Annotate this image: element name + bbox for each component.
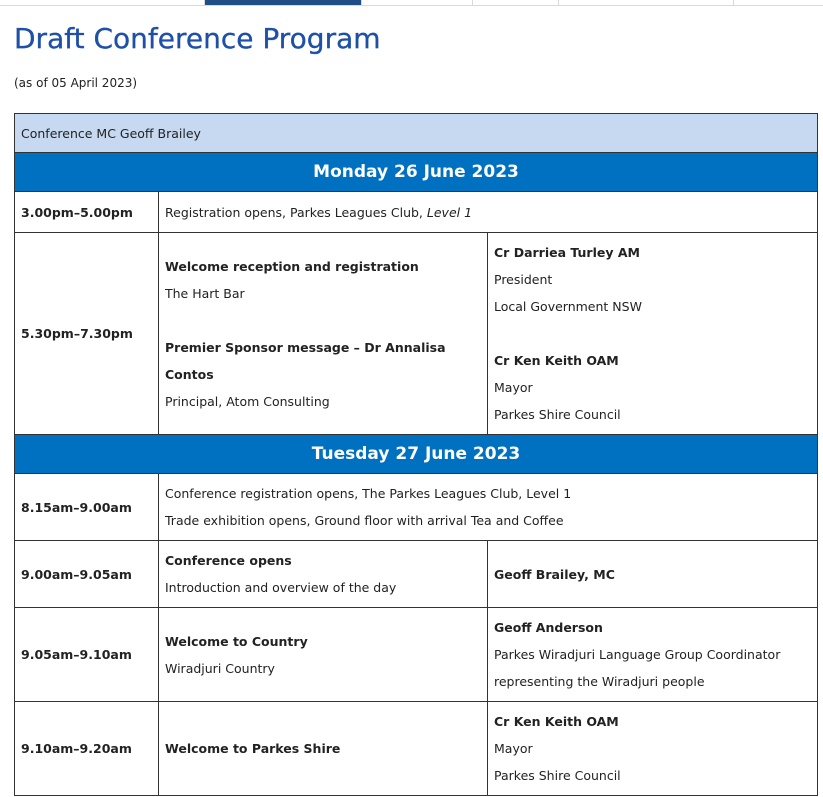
- session-subtitle: Wiradjuri Country: [165, 660, 275, 676]
- session-row: [15, 702, 818, 796]
- session-time: 9.00am–9.05am: [15, 541, 159, 608]
- session-row: [15, 192, 818, 233]
- session-detail: [159, 233, 488, 435]
- as-of-date: (as of 05 April 2023): [14, 76, 138, 90]
- speaker-cell: [488, 541, 818, 608]
- speaker-role: Mayor: [494, 741, 533, 756]
- session-title: Conference opens: [165, 553, 292, 568]
- session-row: [15, 541, 818, 608]
- day-heading-tuesday: Tuesday 27 June 2023: [15, 435, 818, 474]
- session-subtitle: The Hart Bar: [165, 285, 245, 301]
- speaker-name: Geoff Anderson: [494, 620, 603, 635]
- session-location-italic: Level 1: [426, 204, 473, 220]
- session-title: Welcome reception and registration: [165, 258, 419, 274]
- program-table: [14, 113, 818, 796]
- session-row: [15, 608, 818, 702]
- page-title: Draft Conference Program: [14, 22, 381, 55]
- speaker-role: President: [494, 272, 553, 287]
- session-line: Trade exhibition opens, Ground floor with arrival Tea and Coffee: [165, 513, 564, 528]
- speaker-name: Geoff Brailey, MC: [494, 566, 615, 582]
- speaker-name: Cr Darriea Turley AM: [494, 245, 640, 260]
- speaker-org: Parkes Shire Council: [494, 407, 621, 422]
- session-title: Welcome to Parkes Shire: [165, 741, 341, 756]
- session-detail: [159, 702, 488, 796]
- mc-cell: Conference MC Geoff Brailey: [15, 114, 818, 153]
- tab-2-active[interactable]: [205, 0, 362, 5]
- session-subtitle: Introduction and overview of the day: [165, 580, 397, 595]
- speaker-name: Cr Ken Keith OAM: [494, 353, 619, 368]
- session-detail: [159, 474, 818, 541]
- tab-4[interactable]: [473, 0, 559, 5]
- session-detail: [159, 541, 488, 608]
- tab-5[interactable]: [559, 0, 734, 5]
- session-time: 9.05am–9.10am: [15, 608, 159, 702]
- session-time: 9.10am–9.20am: [15, 702, 159, 796]
- speaker-cell: [488, 608, 818, 702]
- session-subtitle: Principal, Atom Consulting: [165, 393, 330, 409]
- mc-row: [15, 114, 818, 153]
- session-title: Welcome to Country: [165, 633, 308, 649]
- speaker-role: Parkes Wiradjuri Language Group Coordinator: [494, 647, 781, 662]
- day-heading-monday: Monday 26 June 2023: [15, 153, 818, 192]
- session-text: Registration opens, Parkes Leagues Club,: [165, 204, 427, 220]
- session-time: 5.30pm–7.30pm: [15, 233, 159, 435]
- session-detail: [159, 192, 818, 233]
- speaker-cell: [488, 702, 818, 796]
- tab-1[interactable]: [0, 0, 205, 5]
- session-detail: [159, 608, 488, 702]
- speaker-org: representing the Wiradjuri people: [494, 674, 705, 689]
- tab-3[interactable]: [362, 0, 473, 5]
- speaker-org: Local Government NSW: [494, 299, 642, 314]
- session-line: Conference registration opens, The Parkes Leagues Club, Level 1: [165, 486, 572, 501]
- session-title: Premier Sponsor message – Dr Annalisa Contos: [165, 339, 446, 382]
- speaker-org: Parkes Shire Council: [494, 768, 621, 783]
- session-row: [15, 233, 818, 435]
- top-tab-strip: [0, 0, 823, 6]
- speaker-name: Cr Ken Keith OAM: [494, 714, 619, 729]
- day-header-row: [15, 153, 818, 192]
- speaker-role: Mayor: [494, 380, 533, 395]
- speaker-cell: [488, 233, 818, 435]
- session-time: 3.00pm–5.00pm: [15, 192, 159, 233]
- session-row: [15, 474, 818, 541]
- day-header-row: [15, 435, 818, 474]
- session-time: 8.15am–9.00am: [15, 474, 159, 541]
